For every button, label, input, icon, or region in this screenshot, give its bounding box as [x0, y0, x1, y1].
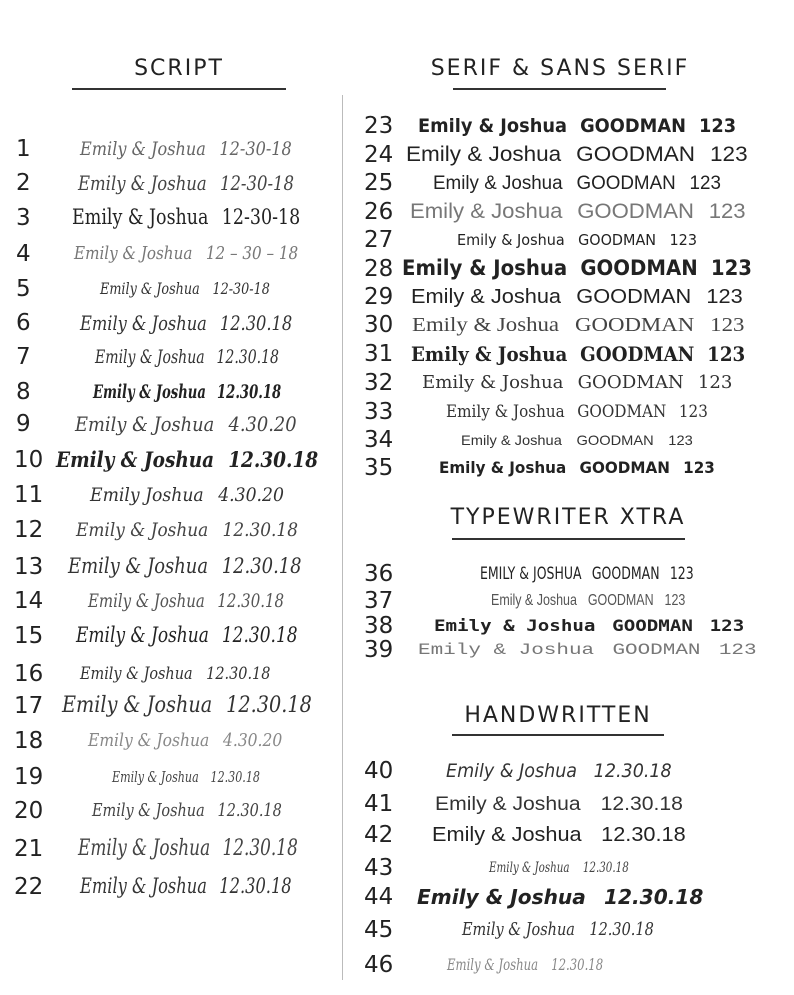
surname: GOODMAN [576, 143, 696, 167]
item-number: 45 [364, 917, 394, 943]
couple-names: Emily & Joshua [62, 692, 213, 718]
section-rule-script [72, 88, 286, 90]
code: 123 [718, 641, 757, 660]
wedding-date: 12-30-18 [219, 171, 295, 195]
surname: GOODMAN [575, 314, 695, 336]
code: 123 [664, 592, 686, 610]
couple-names: Emily & Joshua [68, 554, 209, 579]
surname: GOODMAN [576, 432, 654, 449]
item-number: 7 [16, 344, 31, 370]
couple-names: Emily & Joshua [417, 885, 586, 909]
font-sample [491, 593, 685, 609]
surname: GOODMAN [580, 342, 695, 366]
section-title-serif: SERIF & SANS SERIF [430, 56, 690, 81]
font-sample [78, 173, 294, 193]
font-sample [462, 921, 654, 939]
item-number: 23 [364, 113, 394, 139]
couple-names: Emily & Joshua [422, 372, 564, 394]
couple-names: Emily & Joshua [78, 171, 207, 195]
couple-names: Emily & Joshua [76, 623, 209, 648]
item-number: 35 [364, 455, 394, 481]
item-number: 21 [14, 836, 44, 862]
font-sample [68, 556, 302, 577]
item-number: 44 [364, 884, 394, 910]
section-rule-serif [453, 88, 666, 90]
couple-names: Emily & Joshua [434, 616, 596, 636]
font-sample [434, 618, 744, 634]
section-title-handwritten: HANDWRITTEN [464, 703, 652, 728]
couple-names: Emily & Joshua [72, 205, 209, 230]
section-title-typewriter: TYPEWRITER XTRA [450, 505, 686, 530]
surname: GOODMAN [578, 230, 657, 249]
item-number: 27 [364, 227, 394, 253]
item-number: 16 [14, 661, 44, 687]
font-sample [112, 767, 260, 786]
wedding-date: 12.30.18 [551, 955, 604, 975]
wedding-date: 12-30-18 [212, 279, 270, 299]
surname: GOODMAN [579, 458, 670, 478]
surname: GOODMAN [580, 114, 686, 137]
couple-names: Emily & Joshua [78, 835, 211, 861]
wedding-date: 12.30.18 [217, 800, 282, 822]
item-number: 30 [364, 312, 394, 338]
font-sample [80, 876, 292, 897]
code: 123 [707, 342, 746, 366]
font-sample [76, 518, 298, 541]
code: 123 [678, 401, 708, 422]
item-number: 33 [364, 399, 394, 425]
font-sample [435, 795, 683, 814]
wedding-date: 12.30.18 [601, 824, 686, 846]
item-number: 43 [364, 855, 394, 881]
couple-names: Emily & Joshua [406, 143, 562, 167]
couple-names: Emily & Joshua [491, 592, 577, 610]
item-number: 32 [364, 370, 394, 396]
item-number: 15 [14, 623, 44, 649]
item-number: 46 [364, 952, 394, 978]
font-sample [439, 460, 715, 476]
item-number: 26 [364, 199, 394, 225]
item-number: 29 [364, 284, 394, 310]
font-sample [78, 835, 298, 861]
wedding-date: 12.30.18 [206, 663, 271, 684]
item-number: 2 [16, 170, 31, 196]
column-divider [342, 95, 343, 980]
couple-names: EMILY & JOSHUA [480, 563, 582, 584]
code: 123 [689, 172, 721, 194]
wedding-date: 12.30.18 [216, 345, 279, 368]
couple-names: Emily & Joshua [412, 314, 560, 336]
item-number: 6 [16, 310, 31, 336]
font-sample [80, 137, 292, 160]
couple-names: Emily Joshua [90, 483, 204, 506]
couple-names: Emily & Joshua [95, 345, 205, 368]
code: 123 [710, 256, 753, 281]
font-sample [418, 642, 757, 658]
font-sample [480, 563, 694, 584]
wedding-date: 12.30.18 [593, 759, 672, 782]
couple-names: Emily & Joshua [92, 800, 205, 822]
couple-names: Emily & Joshua [457, 230, 565, 249]
font-sample [418, 114, 737, 137]
item-number: 9 [16, 411, 31, 437]
couple-names: Emily & Joshua [75, 412, 215, 436]
wedding-date: 4.30.20 [228, 412, 297, 436]
font-sample [402, 258, 752, 279]
surname: GOODMAN [612, 641, 701, 660]
section-title-script: SCRIPT [134, 56, 224, 81]
font-sample [88, 732, 282, 750]
wedding-date: 12-30-18 [221, 205, 301, 230]
surname: GOODMAN [577, 372, 684, 394]
item-number: 24 [364, 142, 394, 168]
couple-names: Emily & Joshua [88, 730, 210, 752]
surname: GOODMAN [577, 401, 667, 422]
wedding-date: 12 – 30 – 18 [205, 243, 299, 265]
couple-names: Emily & Joshua [432, 824, 582, 846]
couple-names: Emily & Joshua [433, 172, 563, 194]
font-sample [56, 447, 319, 473]
couple-names: Emily & Joshua [88, 589, 205, 612]
code: 123 [683, 458, 715, 478]
item-number: 39 [364, 637, 394, 663]
couple-names: Emily & Joshua [435, 793, 581, 815]
item-number: 42 [364, 822, 394, 848]
font-sample [75, 414, 297, 434]
item-number: 37 [364, 588, 394, 614]
font-sample [93, 380, 282, 403]
font-sample [100, 281, 270, 297]
wedding-date: 12.30.18 [603, 885, 704, 909]
wedding-date: 12.30.18 [219, 874, 292, 899]
couple-names: Emily & Joshua [80, 137, 206, 160]
font-sample [62, 692, 312, 718]
wedding-date: 12.30.18 [210, 767, 260, 786]
code: 123 [706, 286, 743, 308]
couple-names: Emily & Joshua [402, 256, 568, 281]
item-number: 17 [14, 693, 44, 719]
item-number: 10 [14, 447, 44, 473]
couple-names: Emily & Joshua [56, 447, 215, 473]
couple-names: Emily & Joshua [411, 342, 568, 366]
code: 123 [699, 114, 737, 137]
font-sample [74, 245, 298, 263]
couple-names: Emily & Joshua [410, 200, 563, 224]
font-sample [446, 401, 708, 422]
item-number: 20 [14, 798, 44, 824]
surname: GOODMAN [580, 256, 698, 281]
font-sample [417, 887, 703, 907]
section-rule-handwritten [452, 734, 664, 736]
font-sample [92, 802, 282, 820]
code: 123 [668, 432, 693, 449]
couple-names: Emily & Joshua [411, 286, 562, 308]
couple-names: Emily & Joshua [489, 860, 570, 877]
item-number: 28 [364, 256, 394, 282]
couple-names: Emily & Joshua [446, 401, 565, 422]
item-number: 38 [364, 613, 394, 639]
wedding-date: 12.30.18 [219, 311, 293, 335]
item-number: 19 [14, 764, 44, 790]
couple-names: Emily & Joshua [418, 114, 567, 137]
wedding-date: 12.30.18 [226, 692, 312, 718]
font-sample [410, 201, 746, 222]
font-sample [80, 663, 271, 684]
item-number: 12 [14, 517, 44, 543]
item-number: 31 [364, 341, 394, 367]
font-sample [406, 144, 748, 165]
couple-names: Emily & Joshua [112, 767, 199, 786]
font-sample [72, 207, 300, 228]
wedding-date: 12.30.18 [217, 380, 282, 403]
couple-names: Emily & Joshua [461, 432, 562, 449]
font-sample [80, 313, 292, 333]
font-sample [433, 174, 721, 193]
item-number: 8 [16, 379, 31, 405]
wedding-date: 12.30.18 [589, 919, 654, 941]
couple-names: Emily & Joshua [462, 919, 575, 941]
font-sample [446, 759, 672, 782]
font-sample [90, 483, 284, 506]
item-number: 22 [14, 874, 44, 900]
font-sample [411, 287, 743, 307]
item-number: 40 [364, 758, 394, 784]
wedding-date: 12.30.18 [222, 835, 298, 861]
wedding-date: 12.30.18 [582, 860, 629, 877]
item-number: 34 [364, 427, 394, 453]
item-number: 1 [16, 136, 31, 162]
couple-names: Emily & Joshua [447, 955, 539, 975]
item-number: 3 [16, 205, 31, 231]
couple-names: Emily & Joshua [74, 243, 193, 265]
font-sample [489, 861, 629, 875]
font-sample [447, 957, 603, 973]
couple-names: Emily & Joshua [80, 311, 207, 335]
font-sample [95, 345, 279, 368]
wedding-date: 12.30.18 [600, 793, 683, 815]
wedding-date: 12.30.18 [221, 554, 302, 579]
font-sample [76, 625, 298, 646]
couple-names: Emily & Joshua [80, 663, 193, 684]
font-sample [411, 344, 745, 364]
surname: GOODMAN [612, 616, 693, 636]
code: 123 [669, 563, 694, 584]
item-number: 25 [364, 170, 394, 196]
item-number: 4 [16, 241, 31, 267]
font-sample [412, 315, 744, 335]
couple-names: Emily & Joshua [76, 518, 209, 541]
font-sample [457, 230, 698, 249]
item-number: 14 [14, 588, 44, 614]
font-sample [461, 433, 693, 447]
wedding-date: 4.30.20 [218, 483, 284, 506]
couple-names: Emily & Joshua [100, 279, 200, 299]
font-sample [422, 374, 732, 392]
item-number: 13 [14, 554, 44, 580]
wedding-date: 12.30.18 [221, 623, 298, 648]
couple-names: Emily & Joshua [93, 380, 206, 403]
item-number: 41 [364, 791, 394, 817]
surname: GOODMAN [587, 592, 654, 610]
wedding-date: 12.30.18 [222, 518, 298, 541]
item-number: 11 [14, 482, 44, 508]
code: 123 [710, 314, 745, 336]
couple-names: Emily & Joshua [446, 759, 578, 782]
surname: GOODMAN [577, 200, 694, 224]
code: 123 [669, 230, 698, 249]
code: 123 [710, 143, 748, 167]
couple-names: Emily & Joshua [80, 874, 207, 899]
surname: GOODMAN [576, 172, 676, 194]
font-sample [88, 589, 284, 612]
item-number: 36 [364, 561, 394, 587]
font-sample [432, 825, 686, 845]
wedding-date: 12-30-18 [219, 137, 292, 160]
wedding-date: 12.30.18 [228, 447, 319, 473]
code: 123 [697, 372, 733, 394]
code: 123 [708, 200, 746, 224]
surname: GOODMAN [591, 563, 660, 584]
section-rule-typewriter [452, 538, 685, 540]
surname: GOODMAN [576, 286, 692, 308]
couple-names: Emily & Joshua [418, 641, 595, 660]
code: 123 [709, 616, 745, 636]
couple-names: Emily & Joshua [439, 458, 567, 478]
item-number: 18 [14, 728, 44, 754]
item-number: 5 [16, 276, 31, 302]
wedding-date: 4.30.20 [223, 730, 283, 752]
wedding-date: 12.30.18 [217, 589, 284, 612]
